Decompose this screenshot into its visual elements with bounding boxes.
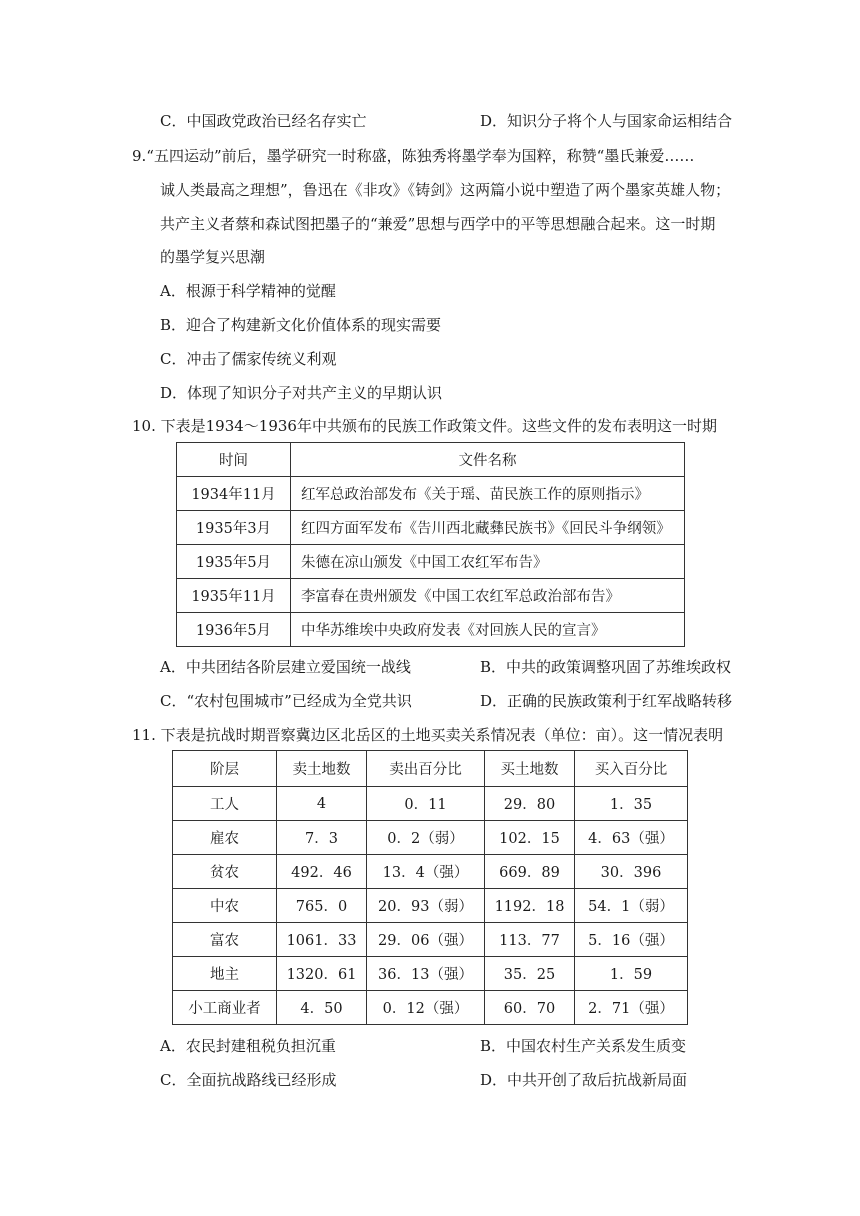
q10-stem: 10. 下表是1934～1936年中共颁布的民族工作政策文件。这些文件的发布表明这一时期	[132, 417, 717, 435]
table-cell: 1192．18	[485, 889, 575, 923]
table-cell: 2．71（强）	[575, 991, 688, 1025]
table-cell: 4	[277, 787, 367, 821]
table-cell: 30．396	[575, 855, 688, 889]
table-cell-document: 李富春在贵州颁发《中国工农红军总政治部布告》	[291, 579, 685, 613]
q10-option-b: B．中共的政策调整巩固了苏维埃政权	[480, 658, 732, 676]
table-row	[173, 957, 688, 991]
q11-option-d: D．中共开创了敌后抗战新局面	[480, 1071, 688, 1089]
table-cell-time: 1936年5月	[177, 613, 291, 647]
table-cell-time: 1934年11月	[177, 477, 291, 511]
table-header-cell: 卖土地数	[277, 751, 367, 787]
table-row	[177, 511, 685, 545]
q11-option-c: C．全面抗战路线已经形成	[160, 1071, 337, 1089]
table-row	[173, 991, 688, 1025]
table-cell: 54．1（弱）	[575, 889, 688, 923]
table-cell-document: 红军总政治部发布《关于瑶、苗民族工作的原则指示》	[291, 477, 685, 511]
table-cell: 13．4（强）	[367, 855, 485, 889]
table-cell: 0．12（强）	[367, 991, 485, 1025]
table-row	[177, 477, 685, 511]
table-cell: 4．50	[277, 991, 367, 1025]
table-cell-time: 1935年3月	[177, 511, 291, 545]
table-cell: 雇农	[173, 821, 277, 855]
table-cell: 492．46	[277, 855, 367, 889]
q10-option-a: A．中共团结各阶层建立爱国统一战线	[160, 658, 411, 676]
q10-option-d: D．正确的民族政策利于红军战略转移	[480, 692, 733, 710]
q10-option-c: C．“农村包围城市”已经成为全党共识	[160, 692, 412, 710]
q8-option-d: D．知识分子将个人与国家命运相结合	[480, 112, 733, 130]
q9-stem-line: 诚人类最高之理想”，鲁迅在《非攻》《铸剑》这两篇小说中塑造了两个墨家英雄人物；	[160, 181, 731, 199]
table-header-cell: 文件名称	[291, 443, 685, 477]
table-cell: 1320．61	[277, 957, 367, 991]
table-cell: 1．35	[575, 787, 688, 821]
table-header-row	[177, 443, 685, 477]
table-cell: 地主	[173, 957, 277, 991]
table-cell: 1．59	[575, 957, 688, 991]
table-cell: 669．89	[485, 855, 575, 889]
table-row	[173, 787, 688, 821]
table-cell: 0．2（弱）	[367, 821, 485, 855]
table-cell: 765．0	[277, 889, 367, 923]
table-cell: 29．80	[485, 787, 575, 821]
table-cell: 工人	[173, 787, 277, 821]
table-row	[173, 855, 688, 889]
table-cell: 20．93（弱）	[367, 889, 485, 923]
table-row	[177, 613, 685, 647]
table-cell-document: 红四方面军发布《告川西北藏彝民族书》《回民斗争纲领》	[291, 511, 685, 545]
table-cell: 7．3	[277, 821, 367, 855]
table-header-cell: 买土地数	[485, 751, 575, 787]
table-header-row	[173, 751, 688, 787]
table-cell: 4．63（强）	[575, 821, 688, 855]
table-row	[173, 821, 688, 855]
q11-stem: 11. 下表是抗战时期晋察冀边区北岳区的土地买卖关系情况表（单位：亩）。这一情况表明	[132, 726, 724, 744]
table-cell: 60．70	[485, 991, 575, 1025]
q9-option: D．体现了知识分子对共产主义的早期认识	[160, 384, 443, 402]
table-cell: 中农	[173, 889, 277, 923]
q9-option: C．冲击了儒家传统义利观	[160, 350, 337, 368]
table-header-cell: 卖出百分比	[367, 751, 485, 787]
table-cell: 贫农	[173, 855, 277, 889]
q8-option-c: C．中国政党政治已经名存实亡	[160, 112, 367, 130]
table-header-cell: 阶层	[173, 751, 277, 787]
q11-option-a: A．农民封建租税负担沉重	[160, 1037, 336, 1055]
table-cell: 0．11	[367, 787, 485, 821]
q9-stem-line: 共产主义者蔡和森试图把墨子的“兼爱”思想与西学中的平等思想融合起来。这一时期	[160, 215, 716, 233]
table-cell-document: 朱德在凉山颁发《中国工农红军布告》	[291, 545, 685, 579]
table-cell: 小工商业者	[173, 991, 277, 1025]
q10-table	[176, 442, 685, 647]
table-row	[177, 579, 685, 613]
table-cell-time: 1935年11月	[177, 579, 291, 613]
table-cell: 102．15	[485, 821, 575, 855]
table-cell: 29．06（强）	[367, 923, 485, 957]
table-row	[177, 545, 685, 579]
table-cell: 35．25	[485, 957, 575, 991]
table-cell: 5．16（强）	[575, 923, 688, 957]
q9-stem-line: 9.“五四运动”前后，墨学研究一时称盛，陈独秀将墨学奉为国粹，称赞“墨氏兼爱……	[132, 147, 695, 165]
table-row	[173, 889, 688, 923]
table-cell: 1061．33	[277, 923, 367, 957]
table-header-cell: 时间	[177, 443, 291, 477]
table-header-cell: 买入百分比	[575, 751, 688, 787]
q11-option-b: B．中国农村生产关系发生质变	[480, 1037, 687, 1055]
table-row	[173, 923, 688, 957]
q9-option: B．迎合了构建新文化价值体系的现实需要	[160, 316, 442, 334]
table-cell: 113．77	[485, 923, 575, 957]
q9-option: A．根源于科学精神的觉醒	[160, 282, 336, 300]
table-cell: 富农	[173, 923, 277, 957]
table-cell: 36．13（强）	[367, 957, 485, 991]
table-cell-time: 1935年5月	[177, 545, 291, 579]
table-cell-document: 中华苏维埃中央政府发表《对回族人民的宣言》	[291, 613, 685, 647]
q9-stem-line: 的墨学复兴思潮	[160, 248, 266, 266]
q11-table	[172, 750, 688, 1025]
